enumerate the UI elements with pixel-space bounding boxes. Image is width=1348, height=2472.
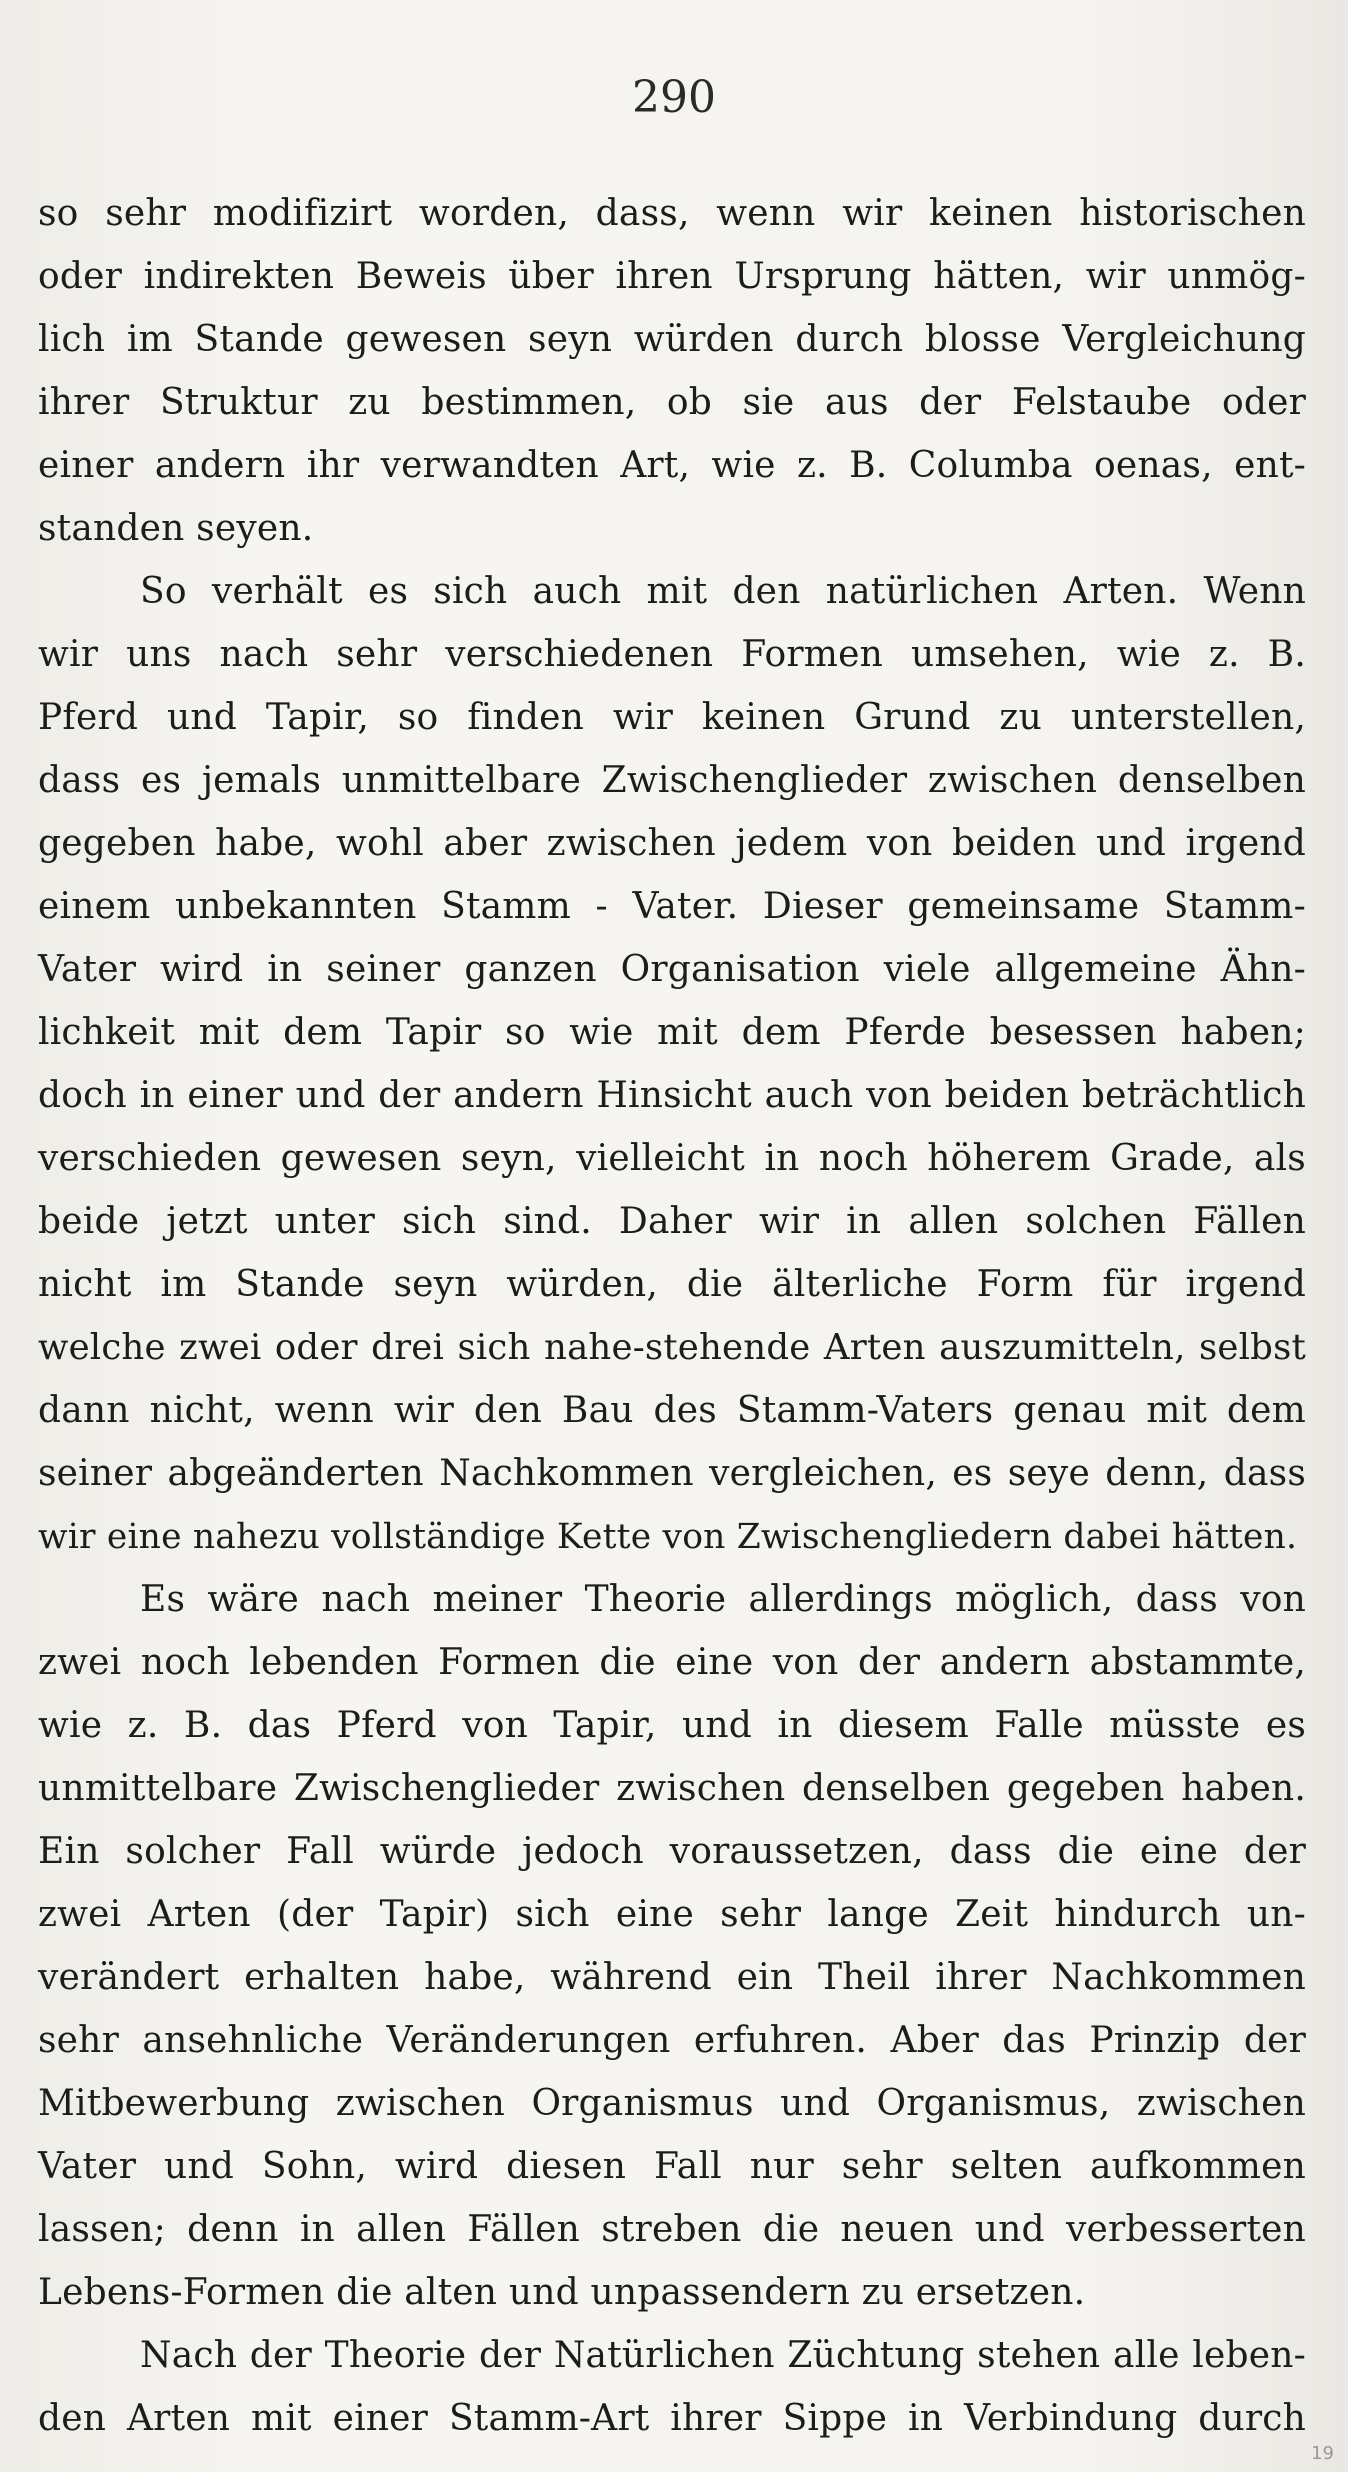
text-line: einer andern ihr verwandten Art, wie z. B. Columba oenas, ent-	[38, 445, 1306, 486]
text-line: lassen; denn in allen Fällen streben die neuen und verbesserten	[38, 2209, 1306, 2250]
text-line: So verhält es sich auch mit den natürlichen Arten. Wenn	[140, 571, 1306, 612]
text-line: verschieden gewesen seyn, vielleicht in noch höherem Grade, als	[38, 1138, 1306, 1179]
text-line: Vater und Sohn, wird diesen Fall nur sehr selten aufkommen	[38, 2146, 1306, 2187]
corner-mark: 19	[1311, 2443, 1334, 2464]
text-line: Mitbewerbung zwischen Organismus und Organismus, zwischen	[38, 2083, 1306, 2124]
text-line: doch in einer und der andern Hinsicht auch von beiden beträchtlich	[38, 1075, 1306, 1116]
text-line: Nach der Theorie der Natürlichen Züchtung stehen alle leben-	[140, 2335, 1306, 2376]
text-line: einem unbekannten Stamm - Vater. Dieser gemeinsame Stamm-	[38, 886, 1306, 927]
text-line: oder indirekten Beweis über ihren Ursprung hätten, wir unmög-	[38, 256, 1306, 297]
text-line: sehr ansehnliche Veränderungen erfuhren. Aber das Prinzip der	[38, 2020, 1306, 2061]
text-line: wir uns nach sehr verschiedenen Formen umsehen, wie z. B.	[38, 634, 1306, 675]
text-line: nicht im Stande seyn würden, die älterliche Form für irgend	[38, 1264, 1306, 1305]
text-line: seiner abgeänderten Nachkommen vergleichen, es seye denn, dass	[38, 1453, 1306, 1494]
page-number: 290	[632, 72, 716, 123]
text-line: Es wäre nach meiner Theorie allerdings möglich, dass von	[140, 1579, 1306, 1620]
text-line: zwei noch lebenden Formen die eine von der andern abstammte,	[38, 1642, 1306, 1683]
text-line: lich im Stande gewesen seyn würden durch blosse Vergleichung	[38, 319, 1306, 360]
text-line: Vater wird in seiner ganzen Organisation viele allgemeine Ähn-	[38, 949, 1306, 990]
text-line: lichkeit mit dem Tapir so wie mit dem Pferde besessen haben;	[38, 1012, 1306, 1053]
text-line: so sehr modifizirt worden, dass, wenn wir keinen historischen	[38, 193, 1306, 234]
text-line: wir eine nahezu vollständige Kette von Zwischengliedern dabei hätten.	[38, 1517, 1298, 1557]
text-line: zwei Arten (der Tapir) sich eine sehr lange Zeit hindurch un-	[38, 1894, 1306, 1935]
text-line: Lebens-Formen die alten und unpassendern zu ersetzen.	[38, 2272, 1086, 2313]
text-line: wie z. B. das Pferd von Tapir, und in diesem Falle müsste es	[38, 1705, 1306, 1746]
text-line: dass es jemals unmittelbare Zwischenglieder zwischen denselben	[38, 760, 1306, 801]
text-line: unmittelbare Zwischenglieder zwischen denselben gegeben haben.	[38, 1768, 1306, 1809]
text-line: gegeben habe, wohl aber zwischen jedem von beiden und irgend	[38, 823, 1306, 864]
text-line: beide jetzt unter sich sind. Daher wir in allen solchen Fällen	[38, 1201, 1306, 1242]
text-line: den Arten mit einer Stamm-Art ihrer Sippe in Verbindung durch	[38, 2398, 1306, 2439]
text-line: dann nicht, wenn wir den Bau des Stamm-Vaters genau mit dem	[38, 1390, 1306, 1431]
text-line: ihrer Struktur zu bestimmen, ob sie aus der Felstaube oder	[38, 382, 1306, 423]
text-line: standen seyen.	[38, 508, 314, 549]
text-line: verändert erhalten habe, während ein Theil ihrer Nachkommen	[38, 1957, 1306, 1998]
text-line: Ein solcher Fall würde jedoch voraussetzen, dass die eine der	[38, 1831, 1306, 1872]
text-line: welche zwei oder drei sich nahe-stehende Arten auszumitteln, selbst	[38, 1327, 1306, 1368]
text-line: Pferd und Tapir, so finden wir keinen Grund zu unterstellen,	[38, 697, 1306, 738]
